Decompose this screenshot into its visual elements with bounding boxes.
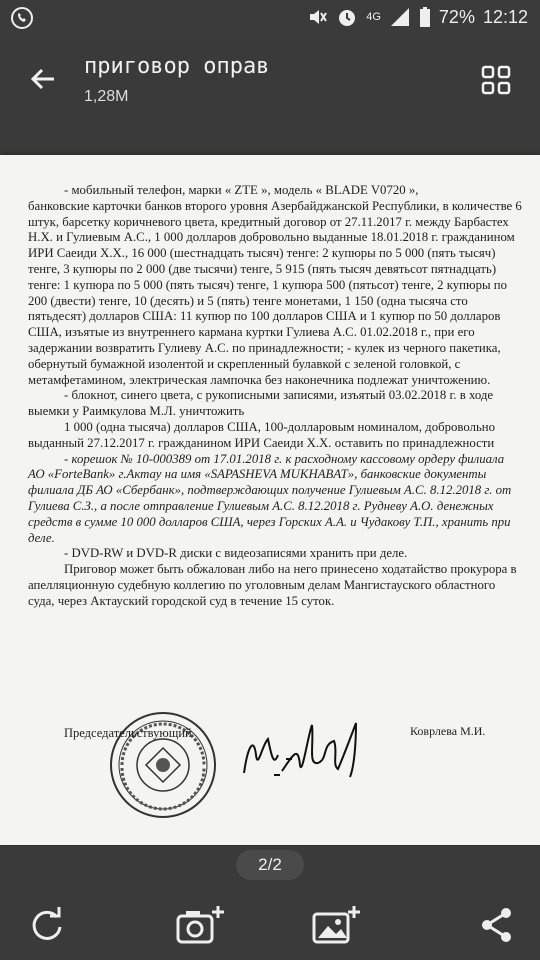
- page-indicator: [0, 846, 540, 886]
- battery-icon: [419, 6, 431, 28]
- doc-line-1: - мобильный телефон, марки « ZTE », модель « BLADE V0720 »,: [64, 183, 419, 197]
- share-icon[interactable]: [476, 904, 518, 946]
- signal-icon: [389, 6, 411, 28]
- page-counter: 2/2: [236, 850, 304, 880]
- mute-icon: [306, 6, 328, 28]
- document-page: [0, 155, 540, 845]
- image-add-icon[interactable]: [310, 904, 362, 946]
- camera-add-icon[interactable]: [174, 904, 226, 946]
- chair-label: Председательствующий: [64, 726, 192, 740]
- battery-percent: 72%: [438, 6, 475, 27]
- file-size: 1,28M: [84, 88, 129, 105]
- handwritten-signature: [238, 715, 368, 785]
- doc-line-5: - корешок № 10-000389 от 17.01.2018 г. к расходному кассовому ордеру филиала АО «ForteBank» г.Актау на имя «SAPASHEVA MUKHABAT», банковские документы филиала ДБ АО «Сбербанк», подтверждающих получение Гулиевым А.С. 8.12.2018 г. от Гулиева С.З., а после отправление Гулиевым А.С. 8.12.2018 г. Рудневу А.О. денежных средств в сумме 10 000 долларов США, через Горских А.А. и Чудакову Т.П., хранить при деле.: [28, 451, 512, 545]
- doc-line-3: - блокнот, синего цвета, с рукописными записями, изъятый 03.02.2018 г. в ходе выемки у Раимкулова М.Л. уничтожить: [28, 388, 494, 419]
- document-title: приговор оправ: [84, 54, 270, 79]
- clock: 12:12: [482, 6, 528, 27]
- status-bar: [0, 0, 540, 36]
- grid-icon[interactable]: [480, 64, 512, 96]
- doc-line-6: - DVD-RW и DVD-R диски с видеозаписями хранить при деле.: [64, 546, 408, 561]
- rotate-icon[interactable]: [26, 904, 68, 946]
- alarm-icon: [336, 6, 358, 28]
- signature-area: [28, 710, 522, 830]
- network-type: 4G: [366, 11, 381, 23]
- doc-line-2: банковские карточки банков второго уровня Азербайджанской Республики, в количестве 6 штук, барсетку коричневого цвета, кредитный договор от 27.11.2017 г. между Барбастех Н.Х. и Гулиевым А.С., 1 000 долларов добровольно выданные 18.01.2018 г. гражданином ИРИ Саеиди Х.Х., 16 000 (шестнадцать тысяч) тенге: 2 купюры по 5 000 (пять тысяч) тенге, 3 купюры по 2 000 (две тысячи) тенге, 5 915 (пять тысяч девятьсот пятнадцать) тенге: 1 купюра по 5 000 (пять тысяч) тенге, 1 купюра 500 (пятьсот) тенге, 2 купюры по 200 (двести) тенге, 10 (десять) и 5 (пять) тенге монетами, 1 150 (одна тысяча сто пятьдесят) долларов США: 11 купюр по 100 долларов США и 1 купюр по 50 долларов США, изъятые из внутреннего кармана куртки Гулиева А.С. 01.02.2018 г., при его задержании возвратить Гулиеву А.С. по принадлежности; - кулек из черного пакетика, обернутый бумажной изолентой и скрепленный булавкой с зеленой головкой, с метамфетамином, электрическая лампочка без наконечника подлежат уничтожению.: [28, 198, 522, 387]
- judge-name: Коврлева М.И.: [410, 724, 486, 738]
- back-arrow-icon[interactable]: [28, 64, 58, 94]
- bottom-toolbar: [0, 886, 540, 960]
- document-text: [28, 183, 522, 610]
- doc-line-7: Приговор может быть обжалован либо на него принесено ходатайство прокурора в апелляционную судебную коллегию по уголовным делам Мангистауского областного суда, через Актауский городской суд в течение 15 суток.: [28, 562, 517, 608]
- doc-line-4: 1 000 (одна тысяча) долларов США, 100-долларовым номиналом, добровольно выданный 27.12.2017 г. гражданином ИРИ Саеиди Х.Х. оставить по принадлежности: [28, 419, 496, 450]
- app-bar: [0, 36, 540, 126]
- status-right: [306, 6, 528, 28]
- whatsapp-icon: [10, 6, 34, 30]
